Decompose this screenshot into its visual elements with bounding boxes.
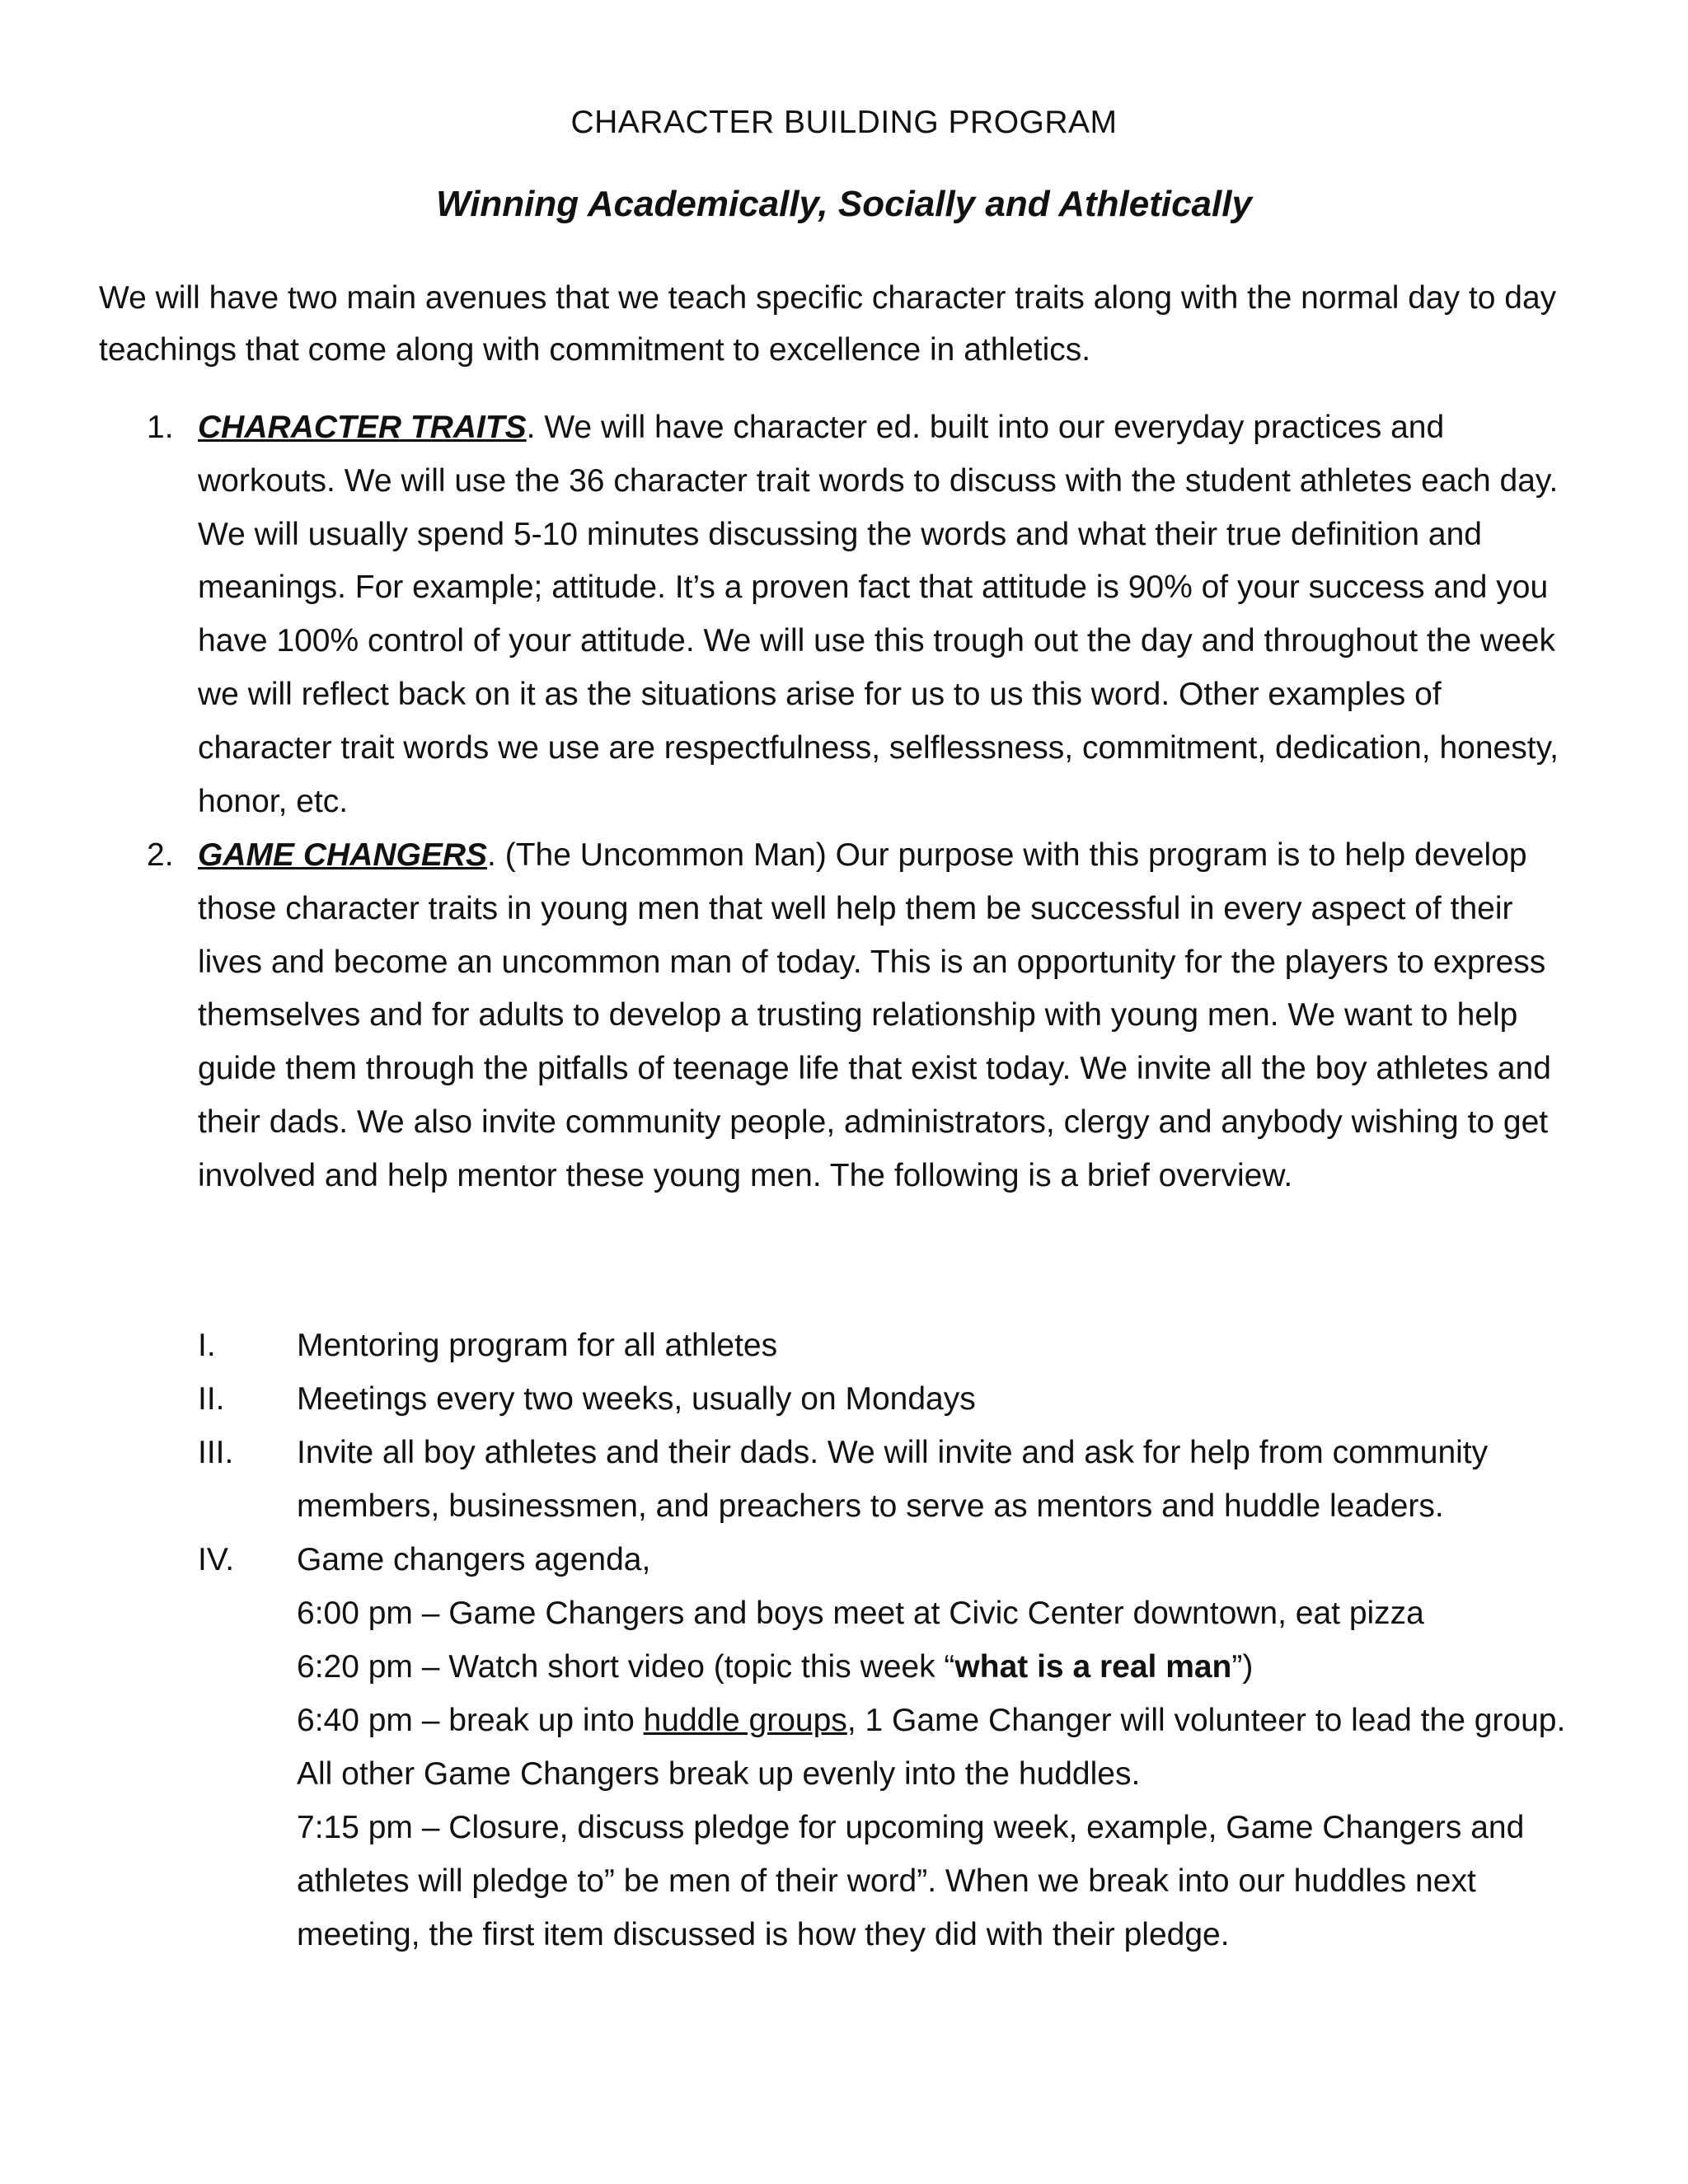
agenda-line-3-text: 6:40 pm – break up into bbox=[297, 1703, 644, 1738]
list-item bbox=[0, 1426, 1688, 1533]
item-body bbox=[198, 829, 1582, 1203]
item-heading: GAME CHANGERS bbox=[198, 837, 488, 873]
agenda-line-2-close: ”) bbox=[1231, 1649, 1254, 1685]
intro-paragraph: We will have two main avenues that we teach specific character traits along with the normal day to day teachings that come along with commitment to excellence in athletics. bbox=[99, 280, 1557, 368]
overview-list bbox=[0, 1319, 1688, 1961]
item-body bbox=[198, 401, 1582, 828]
agenda-line-1: 6:00 pm – Game Changers and boys meet at Civic Center downtown, eat pizza bbox=[297, 1596, 1424, 1631]
list-item-number: III. bbox=[198, 1435, 234, 1470]
agenda-line-3-rest: , 1 Game Changer will volunteer to lead the group. All other Game Changers break up evenly into the huddles. bbox=[297, 1703, 1566, 1792]
item-number: 1. bbox=[147, 410, 174, 445]
document-title: CHARACTER BUILDING PROGRAM bbox=[570, 105, 1118, 140]
item-text: . We will have character ed. built into our everyday practices and workouts. We will use the 36 character trait words to discuss with the student athletes each day. We will usually spend 5-10 minutes discussing the words and what their true definition and meanings. For example; attitude. It’s a proven fact that attitude is 90% of your success and you have 100% control of your attitude. We will use this trough out the day and throughout the week we will reflect back on it as the situations arise for us to us this word. Other examples of character trait words we use are respectfulness, selflessness, commitment, dedication, honesty, honor, etc. bbox=[198, 410, 1559, 819]
list-item bbox=[0, 1372, 1688, 1426]
video-topic: what is a real man bbox=[954, 1649, 1232, 1685]
item-number: 2. bbox=[147, 837, 174, 873]
list-item-agenda bbox=[0, 1533, 1688, 1961]
item-heading: CHARACTER TRAITS bbox=[198, 410, 527, 445]
agenda-line-2 bbox=[297, 1640, 1591, 1694]
list-item-number: II. bbox=[198, 1381, 225, 1417]
agenda-line-3 bbox=[297, 1694, 1591, 1801]
document-subtitle: Winning Academically, Socially and Athletically bbox=[436, 184, 1252, 224]
list-item-text: Meetings every two weeks, usually on Mondays bbox=[297, 1381, 976, 1417]
item-text: . (The Uncommon Man) Our purpose with this program is to help develop those character traits in young men that well help them be successful in every aspect of their lives and become an uncommon man of today. This is an opportunity for the players to express themselves and for adults to develop a trusting relationship with young men. We want to help guide them through the pitfalls of teenage life that exist today. We invite all the boy athletes and their dads. We also invite community people, administrators, clergy and anybody wishing to get involved and help mentor these young men. The following is a brief overview. bbox=[198, 837, 1551, 1193]
list-item-number: I. bbox=[198, 1328, 216, 1363]
list-item bbox=[0, 1319, 1688, 1372]
list-item-text: Invite all boy athletes and their dads. We will invite and ask for help from community members, businessmen, and preachers to serve as mentors and huddle leaders. bbox=[297, 1435, 1489, 1524]
list-item-text: Mentoring program for all athletes bbox=[297, 1328, 778, 1363]
huddle-groups-term: huddle groups bbox=[643, 1703, 847, 1738]
list-item-number: IV. bbox=[198, 1542, 235, 1577]
agenda-line-2-text: 6:20 pm – Watch short video (topic this week “ bbox=[297, 1649, 955, 1685]
agenda-line-4: 7:15 pm – Closure, discuss pledge for upcoming week, example, Game Changers and athletes will pledge to” be men of their word”. When we break into our huddles next meeting, the first item discussed is how they did with their pledge. bbox=[297, 1810, 1525, 1952]
list-item-text: Game changers agenda, bbox=[297, 1542, 651, 1577]
